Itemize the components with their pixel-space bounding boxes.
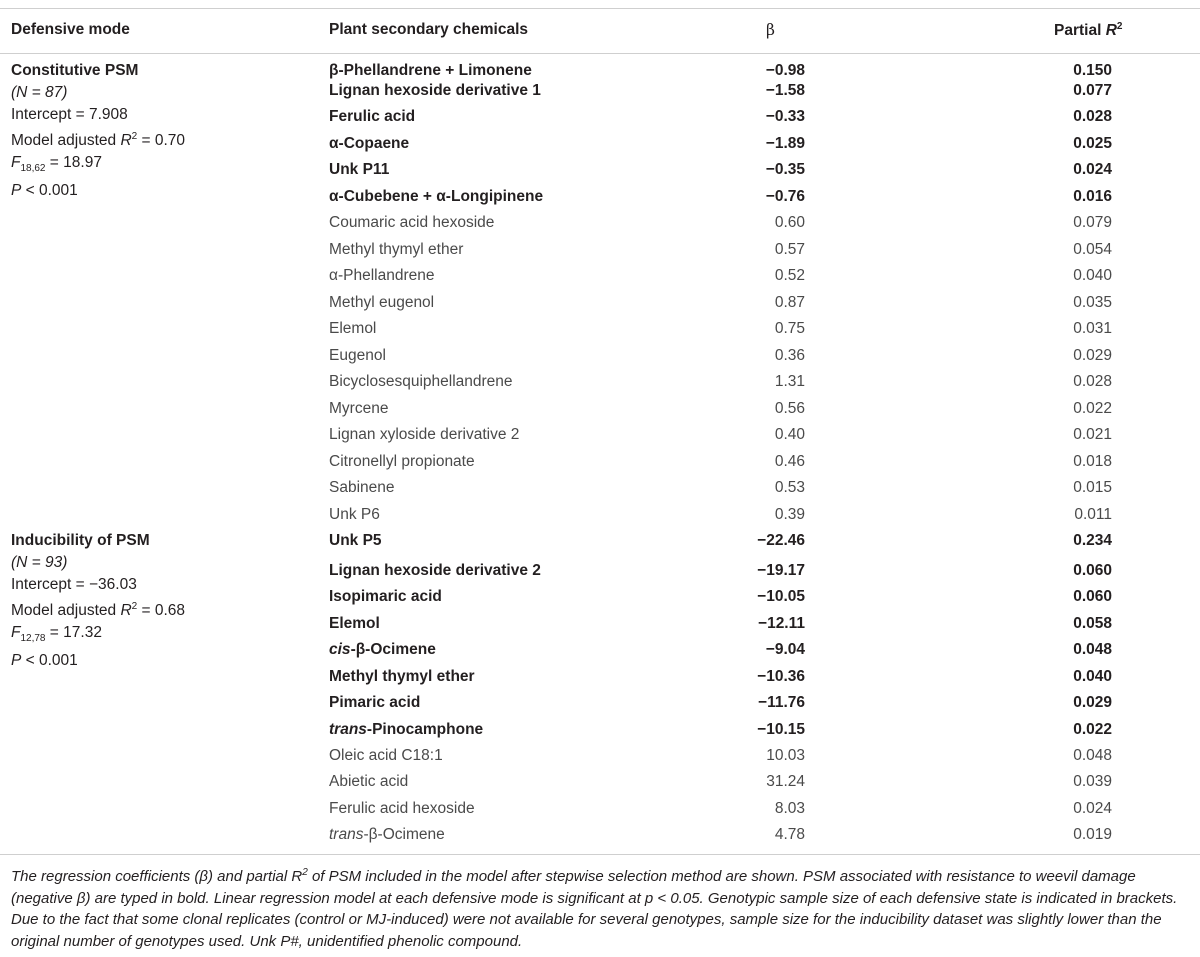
chemical-label: Bicyclosesquiphellandrene bbox=[329, 373, 513, 390]
partial-r2-value: 0.079 bbox=[1073, 214, 1112, 231]
chemical-label: Unk P5 bbox=[329, 532, 382, 549]
beta-value: 0.87 bbox=[774, 293, 805, 311]
beta-value: −10.36 bbox=[757, 668, 805, 685]
chemical-name bbox=[329, 611, 380, 637]
beta-value: 10.03 bbox=[766, 747, 805, 764]
table-row bbox=[0, 157, 1200, 183]
beta-value: −0.35 bbox=[765, 161, 805, 178]
beta-value: −11.76 bbox=[758, 694, 805, 711]
beta-value: 4.78 bbox=[774, 826, 805, 843]
partial-r2-value: 0.060 bbox=[1073, 588, 1112, 605]
constitutive-r2-exp: 2 bbox=[131, 131, 138, 142]
table-row bbox=[0, 422, 1200, 448]
chemical-name bbox=[329, 343, 386, 369]
table-row bbox=[0, 558, 1200, 584]
header-beta: β bbox=[766, 21, 775, 39]
table-row bbox=[0, 528, 1200, 554]
chemical-label: -β-Ocimene bbox=[363, 826, 445, 843]
table-top-rule bbox=[0, 8, 1200, 9]
partial-r2-value: 0.025 bbox=[1073, 135, 1112, 152]
table-row bbox=[0, 611, 1200, 637]
chemical-label: Methyl eugenol bbox=[329, 293, 435, 311]
table-row bbox=[0, 584, 1200, 610]
chemical-name bbox=[329, 422, 519, 448]
beta-value: −19.17 bbox=[757, 562, 805, 579]
table-row bbox=[0, 184, 1200, 210]
beta-value: −0.98 bbox=[765, 62, 805, 79]
chemical-name bbox=[329, 502, 380, 528]
chemical-label: Eugenol bbox=[329, 346, 386, 364]
beta-value: 0.60 bbox=[774, 214, 805, 231]
table-bottom-rule bbox=[0, 854, 1200, 855]
chemical-label: Coumaric acid hexoside bbox=[329, 214, 495, 231]
header-defensive-mode: Defensive mode bbox=[11, 21, 130, 38]
chemical-name bbox=[329, 558, 541, 584]
chemical-name bbox=[329, 237, 463, 263]
table-row bbox=[0, 449, 1200, 475]
chemical-label: Myrcene bbox=[329, 399, 389, 417]
beta-value: −10.05 bbox=[757, 588, 805, 605]
table-footnote: The regression coefficients (β) and partial $R^2$ of PSM included in the model after stepwise selection method are shown. PSM associated with resistance to weevil damage (negative β) are typed in bold. Linear regression model at each defensive mode is significant at p < 0.05. Genotypic sample size of each defensive state is indicated in brackets. Due to the fact that some clonal replicates (control or MJ-induced) were not available for several genotypes, sample size for the inducibility dataset was slightly lower than the original number of genotypes used. Unk P#, unidentified phenolic compound. bbox=[11, 867, 1178, 950]
header-plant-chemicals: Plant secondary chemicals bbox=[329, 21, 529, 38]
chemical-name bbox=[329, 396, 388, 422]
inducibility-r2-exp: 2 bbox=[131, 601, 138, 612]
table-row bbox=[0, 290, 1200, 316]
table-row bbox=[0, 343, 1200, 369]
chemical-label: Lignan xyloside derivative 2 bbox=[329, 426, 520, 443]
chemical-prefix: trans bbox=[329, 721, 367, 738]
table-row bbox=[0, 396, 1200, 422]
beta-value: 0.46 bbox=[774, 452, 805, 470]
constitutive-f-var: F bbox=[11, 154, 21, 172]
constitutive-r2-value: = 0.70 bbox=[137, 132, 186, 150]
partial-r2-value: 0.015 bbox=[1073, 479, 1112, 496]
chemical-label: Ferulic acid hexoside bbox=[329, 800, 475, 817]
partial-r2-value: 0.024 bbox=[1073, 161, 1112, 178]
beta-value: 0.36 bbox=[774, 346, 805, 364]
table-row bbox=[0, 690, 1200, 716]
beta-value: 0.56 bbox=[774, 399, 805, 417]
table-row bbox=[0, 822, 1200, 848]
beta-value: −12.11 bbox=[758, 615, 805, 632]
chemical-label: Elemol bbox=[329, 615, 380, 632]
chemical-name bbox=[329, 584, 442, 610]
chemical-label: α-Phellandrene bbox=[329, 267, 435, 284]
constitutive-f-sub: 18,62 bbox=[20, 163, 46, 175]
beta-value: 1.31 bbox=[774, 373, 805, 390]
chemical-label: Pimaric acid bbox=[329, 694, 421, 711]
partial-r2-value: 0.021 bbox=[1073, 426, 1112, 443]
beta-value: −9.04 bbox=[765, 641, 805, 658]
chemical-label: Methyl thymyl ether bbox=[329, 668, 475, 685]
beta-value: 0.53 bbox=[774, 479, 805, 496]
beta-value: 0.75 bbox=[774, 320, 805, 337]
inducibility-f-sub: 12,78 bbox=[20, 633, 46, 645]
chemical-name bbox=[329, 184, 543, 210]
chemical-name bbox=[329, 743, 443, 769]
partial-r2-value: 0.058 bbox=[1073, 615, 1112, 632]
chemical-label: -Pinocamphone bbox=[366, 721, 484, 738]
chemical-label: Ferulic acid bbox=[329, 108, 416, 125]
constitutive-n: (N = 87) bbox=[11, 84, 68, 101]
partial-r2-value: 0.040 bbox=[1073, 267, 1112, 284]
partial-r2-value: 0.048 bbox=[1073, 641, 1112, 658]
chemical-label: Unk P11 bbox=[329, 161, 390, 178]
partial-r2-value: 0.011 bbox=[1074, 505, 1112, 523]
table-row bbox=[0, 717, 1200, 743]
table-row bbox=[0, 475, 1200, 501]
table-row bbox=[0, 237, 1200, 263]
beta-value: −1.58 bbox=[765, 82, 805, 99]
table-row bbox=[0, 502, 1200, 528]
partial-r2-value: 0.016 bbox=[1073, 188, 1112, 205]
partial-r2-value: 0.234 bbox=[1073, 532, 1112, 549]
table-row bbox=[0, 664, 1200, 690]
header-partial-r2 bbox=[1054, 21, 1122, 40]
header-rule bbox=[0, 53, 1200, 54]
inducibility-f-value: = 17.32 bbox=[45, 624, 102, 642]
chemical-label: -β-Ocimene bbox=[350, 641, 436, 658]
partial-r2-value: 0.040 bbox=[1073, 668, 1112, 685]
beta-value: 0.52 bbox=[774, 267, 805, 284]
header-r2-exp: 2 bbox=[1116, 21, 1123, 32]
partial-r2-value: 0.022 bbox=[1073, 721, 1112, 738]
constitutive-r2-var: R bbox=[120, 132, 132, 150]
chemical-label: Unk P6 bbox=[329, 505, 380, 523]
constitutive-f-value: = 18.97 bbox=[45, 154, 102, 172]
footnote-r-var: R bbox=[291, 868, 303, 885]
constitutive-intercept: Intercept = 7.908 bbox=[11, 106, 128, 123]
partial-r2-value: 0.039 bbox=[1073, 773, 1112, 790]
chemical-label: Methyl thymyl ether bbox=[329, 240, 464, 258]
table-row bbox=[0, 769, 1200, 795]
constitutive-r2-prefix: Model adjusted bbox=[11, 132, 121, 150]
constitutive-p-text: < 0.001 bbox=[21, 182, 78, 200]
chemical-name bbox=[329, 290, 434, 316]
inducibility-p-text: < 0.001 bbox=[21, 652, 78, 670]
partial-r2-value: 0.019 bbox=[1073, 826, 1112, 843]
partial-r2-value: 0.077 bbox=[1073, 82, 1112, 99]
partial-r2-value: 0.060 bbox=[1073, 562, 1112, 579]
chemical-name bbox=[329, 690, 420, 716]
inducibility-f-var: F bbox=[11, 624, 21, 642]
constitutive-title: Constitutive PSM bbox=[11, 62, 139, 79]
partial-r2-value: 0.028 bbox=[1073, 373, 1112, 390]
partial-r2-value: 0.054 bbox=[1073, 240, 1112, 258]
partial-r2-value: 0.024 bbox=[1073, 800, 1112, 817]
inducibility-p-var: P bbox=[11, 652, 22, 670]
chemical-name bbox=[329, 131, 409, 157]
constitutive-p-var: P bbox=[11, 182, 22, 200]
chemical-name bbox=[329, 78, 541, 104]
inducibility-title: Inducibility of PSM bbox=[11, 532, 150, 549]
chemical-name bbox=[329, 664, 475, 690]
beta-value: −1.89 bbox=[765, 135, 805, 152]
chemical-label: α-Cubebene + α-Longipinene bbox=[329, 188, 544, 205]
chemical-name bbox=[329, 369, 513, 395]
chemical-label: Isopimaric acid bbox=[329, 588, 442, 605]
footnote-r-exp: 2 bbox=[302, 867, 308, 878]
chemical-name bbox=[329, 769, 408, 795]
chemical-label: Citronellyl propionate bbox=[329, 452, 475, 470]
chemical-name bbox=[329, 637, 436, 663]
table-row bbox=[0, 637, 1200, 663]
chemical-name bbox=[329, 822, 445, 848]
chemical-name bbox=[329, 717, 483, 743]
beta-value: −0.33 bbox=[765, 108, 805, 125]
table-row bbox=[0, 369, 1200, 395]
table-row bbox=[0, 131, 1200, 157]
chemical-label: Oleic acid C18:1 bbox=[329, 747, 443, 764]
chemical-label: Lignan hexoside derivative 1 bbox=[329, 82, 541, 99]
inducibility-r2-prefix: Model adjusted bbox=[11, 602, 121, 620]
beta-value: 0.40 bbox=[774, 426, 805, 443]
table-row bbox=[0, 263, 1200, 289]
chemical-name bbox=[329, 316, 376, 342]
header-r2-var: R bbox=[1105, 22, 1117, 40]
chemical-label: Elemol bbox=[329, 320, 377, 337]
chemical-prefix: cis bbox=[329, 641, 351, 658]
partial-r2-value: 0.029 bbox=[1073, 346, 1112, 364]
table-row bbox=[0, 316, 1200, 342]
chemical-label: β-Phellandrene + Limonene bbox=[329, 62, 532, 79]
table-row bbox=[0, 743, 1200, 769]
partial-r2-value: 0.150 bbox=[1073, 62, 1112, 79]
chemical-prefix: trans bbox=[329, 826, 364, 843]
partial-r2-value: 0.022 bbox=[1073, 399, 1112, 417]
beta-value: −0.76 bbox=[765, 188, 805, 205]
partial-r2-value: 0.031 bbox=[1073, 320, 1112, 337]
beta-value: 8.03 bbox=[774, 800, 805, 817]
beta-value: 0.39 bbox=[774, 505, 805, 523]
partial-r2-value: 0.028 bbox=[1073, 108, 1112, 125]
partial-r2-value: 0.048 bbox=[1073, 747, 1112, 764]
inducibility-r2-var: R bbox=[120, 602, 132, 620]
inducibility-r2-value: = 0.68 bbox=[137, 602, 186, 620]
beta-value: 0.57 bbox=[774, 240, 805, 258]
chemical-name bbox=[329, 210, 494, 236]
table-row bbox=[0, 104, 1200, 130]
partial-r2-value: 0.029 bbox=[1073, 694, 1112, 711]
header-r2-prefix: Partial bbox=[1054, 22, 1106, 40]
partial-r2-value: 0.035 bbox=[1073, 293, 1112, 311]
chemical-label: Lignan hexoside derivative 2 bbox=[329, 562, 541, 579]
chemical-name bbox=[329, 449, 475, 475]
chemical-label: Sabinene bbox=[329, 479, 395, 496]
chemical-label: Abietic acid bbox=[329, 773, 409, 790]
chemical-name bbox=[329, 263, 434, 289]
partial-r2-value: 0.018 bbox=[1073, 452, 1112, 470]
chemical-label: α-Copaene bbox=[329, 135, 410, 152]
chemical-name bbox=[329, 104, 415, 130]
chemical-name bbox=[329, 475, 395, 501]
table-row bbox=[0, 210, 1200, 236]
inducibility-n: (N = 93) bbox=[11, 554, 68, 571]
inducibility-intercept: Intercept = −36.03 bbox=[11, 576, 137, 593]
beta-value: 31.24 bbox=[766, 773, 805, 790]
beta-value: −22.46 bbox=[757, 532, 805, 549]
chemical-name bbox=[329, 528, 382, 554]
chemical-name bbox=[329, 157, 389, 183]
table-row bbox=[0, 796, 1200, 822]
beta-value: −10.15 bbox=[757, 721, 805, 738]
chemical-name bbox=[329, 796, 475, 822]
table-row bbox=[0, 78, 1200, 104]
